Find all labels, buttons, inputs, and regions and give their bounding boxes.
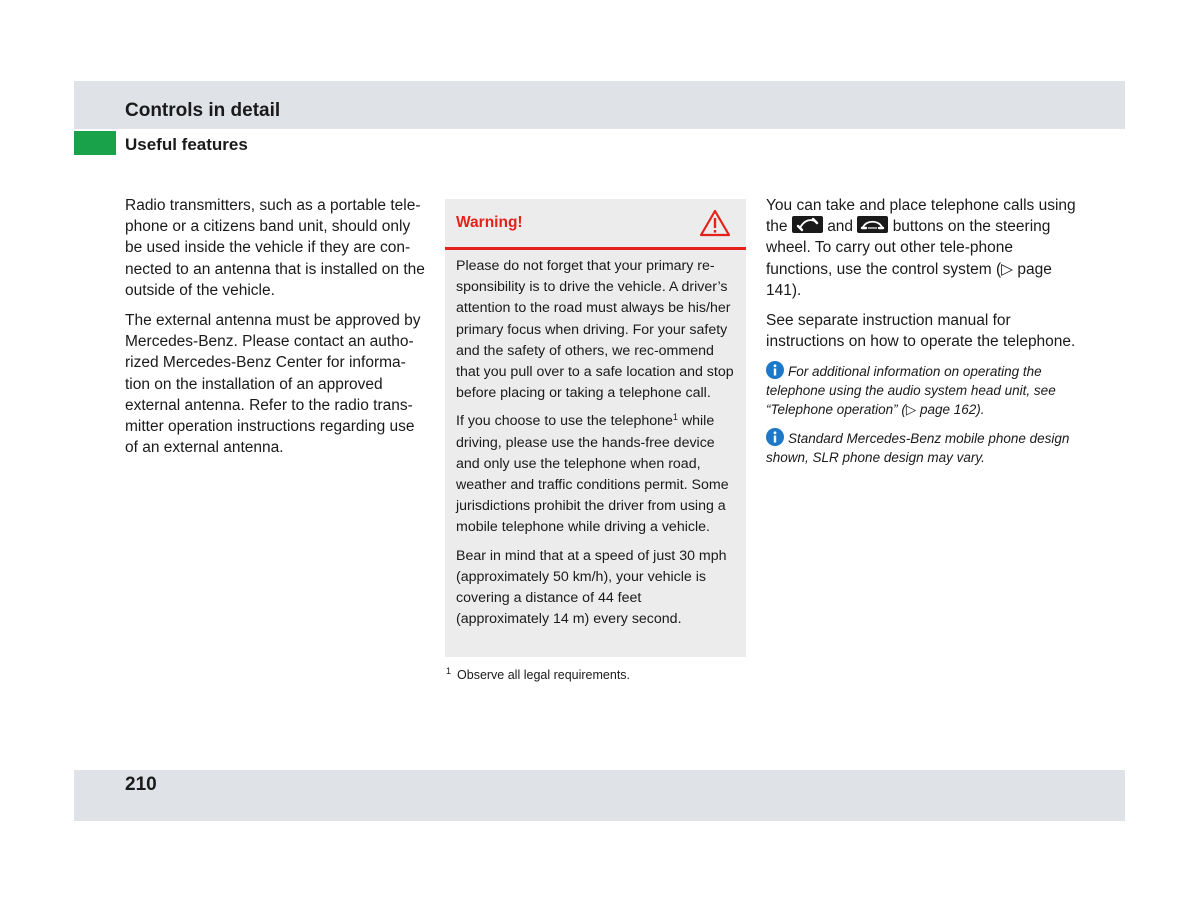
section-marker [74,131,116,155]
subsection-title: Useful features [125,135,248,154]
right-paragraph-1-part-1: You can take and place telephone calls using the [766,197,1076,236]
warning-paragraph-1: Please do not forget that your primary re-sponsibility is to drive the vehicle. A driver’s attention to the road must always be his/her primary focus when driving. For your safety and the safety of others, we rec-ommend that you pull over to a safe location and stop before placing or taking a telephone call. [456,258,734,402]
info-note-2 [766,428,1076,467]
right-paragraph-1 [766,195,1076,301]
footnote-text: Observe all legal requirements. [457,668,631,682]
warning-triangle-icon [699,209,731,237]
right-paragraph-1-part-2: and [827,218,854,236]
footer-band [74,770,1125,821]
left-column [125,195,430,467]
right-paragraph-2: See separate instruction manual for instructions on how to operate the telephone. [766,312,1076,351]
warning-paragraph-3: Bear in mind that at a speed of just 30 mph (approximately 50 km/h), your vehicle is covering a distance of 44 feet (approximately 14 m) every second. [456,547,727,628]
footnote-reference: 1 [672,412,678,423]
warning-title: Warning! [456,214,523,231]
info-note-1-text: For additional information on operating the telephone using the audio system head unit, see “Telephone operation” (▷ page 162). [766,364,1056,418]
warning-body [445,250,746,630]
phone-send-icon [792,216,823,233]
info-note-2-text: Standard Mercedes-Benz mobile phone design shown, SLR phone design may vary. [766,431,1070,466]
info-icon [766,361,784,379]
info-note-1 [766,361,1076,419]
footnote [446,662,630,684]
phone-end-icon [857,216,888,233]
warning-box [445,199,746,657]
right-column [766,195,1076,476]
info-icon [766,428,784,446]
warning-paragraph-2 [456,411,735,538]
left-paragraph-1: Radio transmitters, such as a portable tele-phone or a citizens band unit, should only be used inside the vehicle if they are con-nected to an antenna that is installed on the outside of the vehicle. [125,197,425,299]
right-paragraph-1-part-3: buttons on the steering wheel. To carry out other tele-phone functions, use the control system (▷ page 141). [766,218,1052,299]
warning-paragraph-2-start: If you choose to use the telephone [456,413,673,430]
warning-paragraph-2-end: while driving, please use the hands-free device and only use the telephone when road, weather and traffic conditions permit. Some jurisdictions prohibit the driver from using a mobile telephone while driving a vehicle. [456,413,729,536]
left-paragraph-2: The external antenna must be approved by Mercedes-Benz. Please contact an autho-rized Mercedes-Benz Center for informa-tion on the installation of an approved external antenna. Refer to the radio trans-mitter operation instructions regarding use of an external antenna. [125,312,421,457]
footnote-mark: 1 [446,666,452,676]
page-number: 210 [125,774,157,795]
section-title: Controls in detail [125,100,281,121]
warning-header [445,199,746,250]
